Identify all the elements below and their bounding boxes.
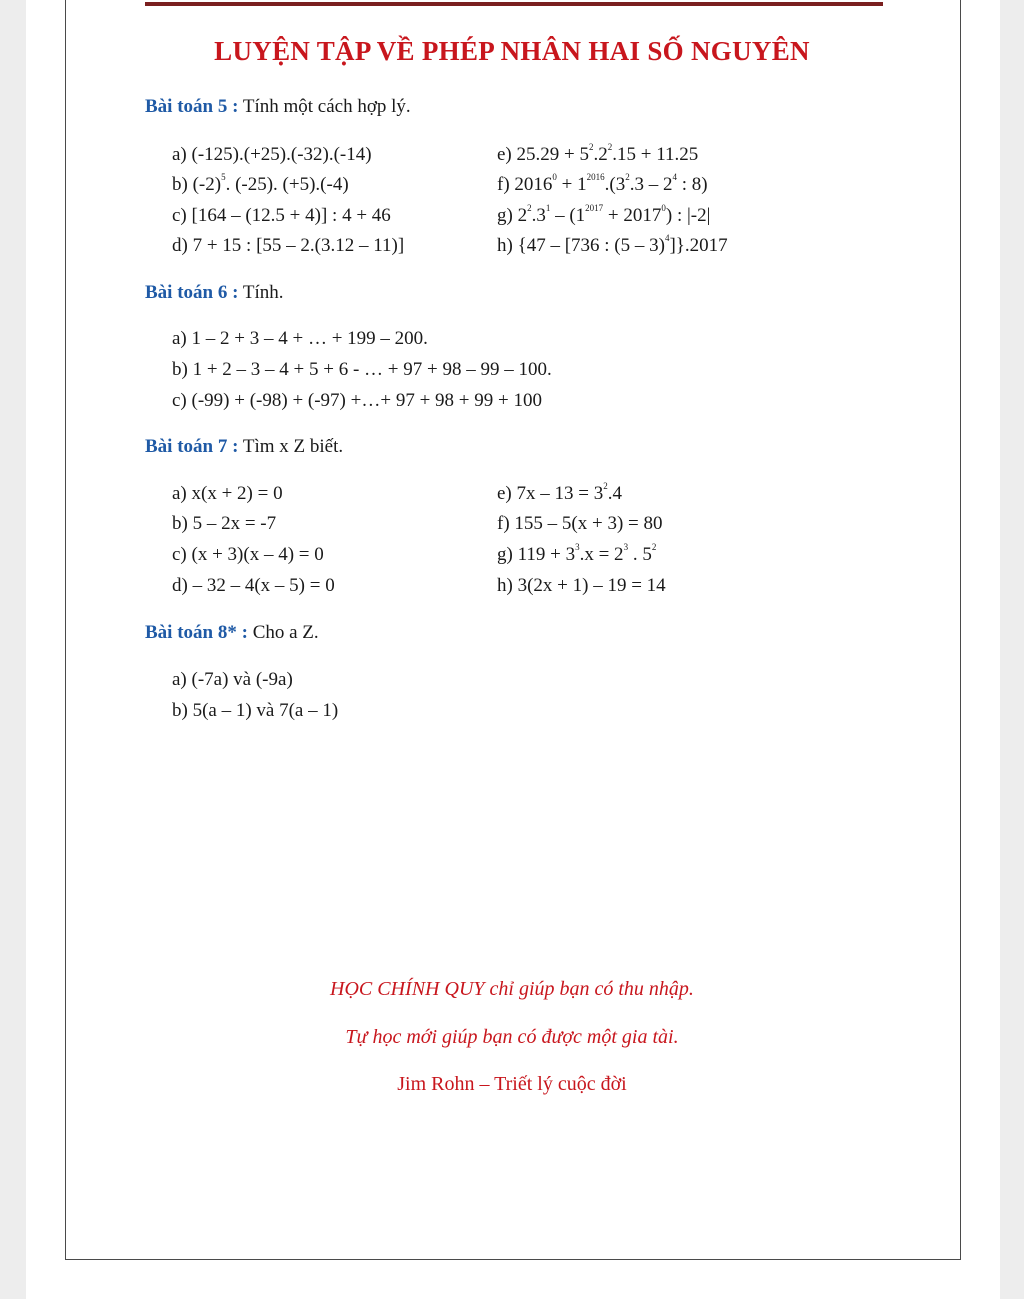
problem-5h: h) {47 – [736 : (5 – 3)$^4$]}.2017 xyxy=(497,233,728,256)
problem-6-instruction: Tính. xyxy=(238,282,284,303)
problem-7d: d) – 32 – 4(x – 5) = 0 xyxy=(172,575,335,596)
problem-6b: b) 1 + 2 – 3 – 4 + 5 + 6 - … + 97 + 98 – 99 – 100. xyxy=(172,359,552,380)
problem-7b: b) 5 – 2x = -7 xyxy=(172,513,277,534)
problem-5d: d) 7 + 15 : [55 – 2.(3.12 – 11)] xyxy=(172,235,405,256)
problem-7-label: Bài toán 7 : xyxy=(145,436,239,457)
problem-8b: b) 5(a – 1) và 7(a – 1) xyxy=(172,700,339,721)
problem-6a: a) 1 – 2 + 3 – 4 + … + 199 – 200. xyxy=(172,328,428,349)
header-rule xyxy=(145,2,883,6)
problem-7c: c) (x + 3)(x – 4) = 0 xyxy=(172,544,324,565)
quote-author: Jim Rohn – Triết lý cuộc đời xyxy=(397,1073,627,1095)
problem-5g: g) $2^2.3^1 - (1^{2017} + 2017^0)$ : |-2| xyxy=(497,203,711,226)
problem-7h: h) 3(2x + 1) – 19 = 14 xyxy=(497,575,666,596)
problem-5c: c) [164 – (12.5 + 4)] : 4 + 46 xyxy=(172,205,391,226)
problem-8a: a) (-7a) và (-9a) xyxy=(172,669,293,690)
problem-5a: a) (-125).(+25).(-32).(-14) xyxy=(172,144,372,165)
problem-7e: e) $7x - 13 = 3^2.4$ xyxy=(497,481,622,504)
problem-5-instruction: Tính một cách hợp lý. xyxy=(238,96,411,117)
problem-8-instruction: Cho a Z. xyxy=(247,622,319,643)
problem-7a: a) x(x + 2) = 0 xyxy=(172,483,283,504)
problem-5b: b) $(-2)^5$. (-25). (+5).(-4) xyxy=(172,172,349,195)
problem-5e: e) $25.29 + 5^2.2^2.15 + 11.25$ xyxy=(497,142,699,165)
problem-8-label: Bài toán 8* : xyxy=(145,622,248,643)
page-title: LUYỆN TẬP VỀ PHÉP NHÂN HAI SỐ NGUYÊN xyxy=(214,36,810,66)
problem-8-heading xyxy=(145,622,319,644)
problem-7-heading xyxy=(145,436,343,458)
problem-6c: c) (-99) + (-98) + (-97) +…+ 97 + 98 + 99 + 100 xyxy=(172,390,542,411)
problem-6-label: Bài toán 6 : xyxy=(145,282,239,303)
problem-7f: f) 155 – 5(x + 3) = 80 xyxy=(497,513,663,534)
problem-5-label: Bài toán 5 : xyxy=(145,96,239,117)
problem-7-instruction: Tìm x Z biết. xyxy=(238,436,344,457)
problem-6-heading xyxy=(145,282,283,304)
quote-line-2: Tự học mới giúp bạn có được một gia tài. xyxy=(345,1026,679,1048)
problem-7g: g) $119 + 3^3.x = 2^3$ . $5^2$ xyxy=(497,542,657,565)
quote-line-1: HỌC CHÍNH QUY chỉ giúp bạn có thu nhập. xyxy=(330,978,694,1000)
problem-5f: f) $2016^0 + 1^{2016}.(3^2.3 - 2^4$ : 8) xyxy=(497,172,708,195)
problem-5-heading xyxy=(145,96,411,118)
